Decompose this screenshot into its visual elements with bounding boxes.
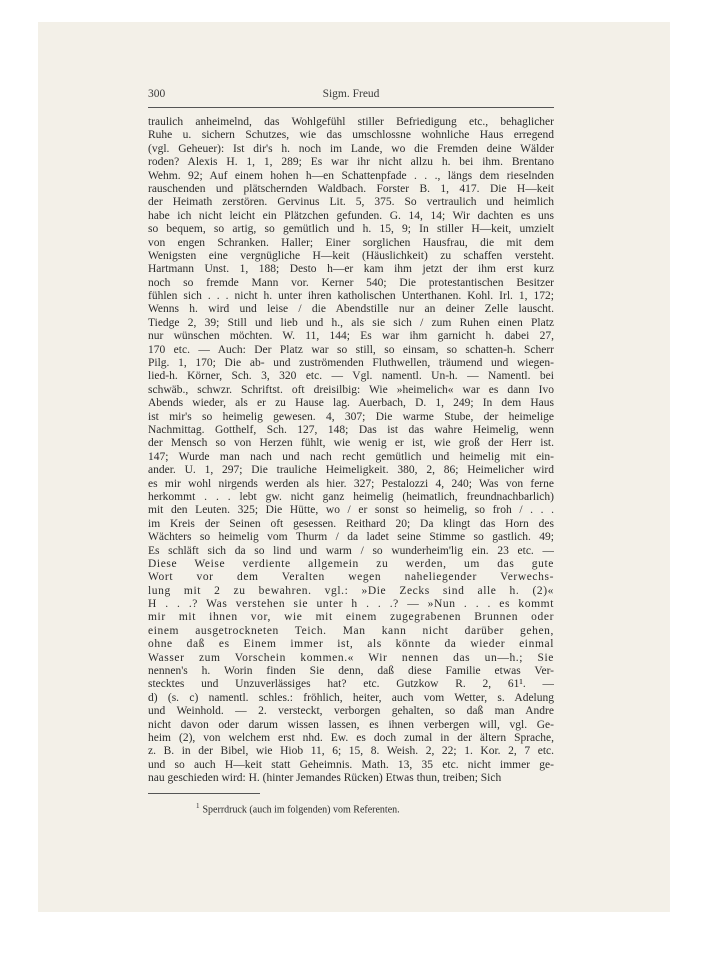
page-number: 300: [148, 88, 166, 100]
text-line: H . . .? Was verstehen sie unter h . . .? — »Nun . . . es kommt: [148, 598, 554, 611]
text-line: roden? Alexis H. 1, 1, 289; Es war ihr nicht allzu h. bei ihm. Brentano: [148, 156, 554, 169]
text-line: und Weinhold. — 2. versteckt, verborgen gehalten, so daß man Andre: [148, 705, 554, 718]
text-line: Wasser zum Vorschein kommen.« Wir nennen das un—h.; Sie: [148, 651, 554, 664]
text-line: nau geschieden wird: H. (hinter Jemandes Rücken) Etwas thun, treiben; Sich: [148, 772, 502, 785]
text-line: und so auch H—keit statt Geheimnis. Math. 13, 35 etc. nicht immer ge-: [148, 758, 554, 771]
text-line: schwäb., schwzr. Schriftst. oft dreisilbig: Wie »heimelich« war es dann Ivo: [148, 383, 554, 396]
text-line: mir mit ihnen vor, wie mit einem zugegrabenen Brunnen oder: [148, 611, 554, 624]
text-line: nennen's h. Worin finden Sie denn, daß diese Familie etwas Ver-: [148, 665, 554, 678]
text-line: traulich anheimelnd, das Wohlgefühl stiller Befriedigung etc., behaglicher: [148, 116, 554, 128]
text-line: noch so fremde Mann vor. Kerner 540; Die protestantischen Besitzer: [148, 276, 554, 289]
text-line: 147; Wurde man nach und nach recht gemütlich und heimelig mit ein-: [148, 450, 554, 463]
text-line: Wenns h. wird und leise / die Abendstille nur an deiner Zelle lauscht.: [148, 303, 554, 316]
text-line: nur wünschen möchten. W. 11, 144; Es war ihm garnicht h. dabei 27,: [148, 330, 554, 343]
text-line: z. B. in der Bibel, wie Hiob 11, 6; 15, 8. Weish. 2, 22; 1. Kor. 2, 7 etc.: [148, 745, 554, 758]
page-header: [148, 88, 554, 104]
text-line: so bequem, so artig, so gemütlich und h. 15, 9; In stiller H—keit, umzielt: [148, 223, 554, 236]
text-line: Wächters so heimelig vom Thurm / da ladet seine Stimme so gastlich. 49;: [148, 531, 554, 544]
text-line: heim (2), von welchem erst nhd. Ew. es doch zumal in der ältern Sprache,: [148, 731, 554, 744]
text-line: der Heimath zerstören. Gervinus Lit. 5, 375. So vertraulich und heimlich: [148, 196, 554, 209]
footnote-rule: [148, 793, 260, 794]
footnote-text: Sperrdruck (auch im folgenden) vom Referenten.: [202, 804, 400, 816]
text-line: Pilg. 1, 170; Die ab- und zuströmenden Fluthwellen, träumend und wiegen-: [148, 357, 554, 370]
text-line: stecktes und Unzuverlässiges hat? etc. Gutzkow R. 2, 61¹. —: [148, 678, 554, 691]
text-line: d) (s. c) namentl. schles.: fröhlich, heiter, auch vom Wetter, s. Adelung: [148, 691, 554, 704]
footnote: [196, 802, 400, 815]
text-line: Wort vor dem Veralten wegen naheliegender Verwechs-: [148, 571, 554, 584]
footnote-marker: 1: [196, 802, 200, 810]
text-line: Nachmittag. Gotthelf, Sch. 127, 148; Das ist das wahre Heimelig, wenn: [148, 423, 554, 436]
text-line: Ruhe u. sichern Schutzes, wie das umschlossne wohnliche Haus erregend: [148, 129, 554, 142]
text-line: ohne daß es Einem immer ist, als könnte da wieder einmal: [148, 638, 554, 651]
header-rule: [148, 107, 554, 108]
text-line: Hartmann Unst. 1, 188; Desto h—er kam ihm jetzt der ihm erst kurz: [148, 263, 554, 276]
text-line: lung mit 2 zu bewahren. vgl.: »Die Zecks sind alle h. (2)«: [148, 584, 554, 597]
text-line: mit den Leuten. 325; Die Hütte, wo / er sonst so heimelig, so froh / . . .: [148, 504, 554, 517]
text-line: Tiedge 2, 39; Still und lieb und h., als sie sich / zum Ruhen einen Platz: [148, 316, 554, 329]
text-line: rauschenden und plätschernden Waldbach. Forster B. 1, 417. Die H—keit: [148, 182, 554, 195]
running-title: Sigm. Freud: [322, 88, 380, 100]
text-line: im Kreis der Seinen oft gesessen. Reithard 20; Da klingt das Horn des: [148, 517, 554, 530]
text-line: einem ausgetrockneten Teich. Man kann nicht darüber gehen,: [148, 624, 554, 637]
text-line: lied-h. Körner, Sch. 3, 320 etc. — Vgl. namentl. Un-h. — Namentl. bei: [148, 370, 554, 383]
text-line: ander. U. 1, 297; Die trauliche Heimeligkeit. 380, 2, 86; Heimelicher wird: [148, 464, 554, 477]
text-line: Wenigsten eine vergnügliche H—keit (Häuslichkeit) zu schaffen versteht.: [148, 249, 554, 262]
text-line: (vgl. Geheuer): Ist dir's h. noch im Lande, wo die Fremden deine Wälder: [148, 142, 554, 155]
text-line: Abends wieder, als er zu Hause lag. Auerbach, D. 1, 249; In dem Haus: [148, 397, 554, 410]
text-line: herkommt . . . lebt gw. nicht ganz heimelig (heimatlich, freundnachbarlich): [148, 490, 554, 503]
text-line: fühlen sich . . . nicht h. unter ihren katholischen Unterthanen. Kohl. Irl. 1, 172;: [148, 290, 554, 303]
text-line: Wehm. 92; Auf einem hohen h—en Schattenpfade . . ., längs dem rieselnden: [148, 169, 554, 182]
text-line: nicht davon oder darum wissen lassen, es ihnen verbergen will, vgl. Ge-: [148, 718, 554, 731]
text-line: von engen Schranken. Haller; Einer sorglichen Hausfrau, die mit dem: [148, 236, 554, 249]
text-line: ist mir's so heimelig gewesen. 4, 307; Die warme Stube, der heimelige: [148, 410, 554, 423]
text-line: Diese Weise verdiente allgemein zu werden, um das gute: [148, 557, 554, 570]
text-line: der Mensch so von Herzen fühlt, wie wenig er ist, wie groß der Herr ist.: [148, 437, 554, 450]
text-line: habe ich nicht leicht ein Plätzchen gefunden. G. 14, 14; Wir dachten es uns: [148, 209, 554, 222]
text-line: es mir wohl nirgends werden als hier. 327; Pestalozzi 4, 240; Was von ferne: [148, 477, 554, 490]
text-line: Es schläft sich da so lind und warm / so wunderheim'lig ein. 23 etc. —: [148, 544, 554, 557]
body-text: [148, 116, 554, 786]
text-line: 170 etc. — Auch: Der Platz war so still, so einsam, so schatten-h. Scherr: [148, 343, 554, 356]
